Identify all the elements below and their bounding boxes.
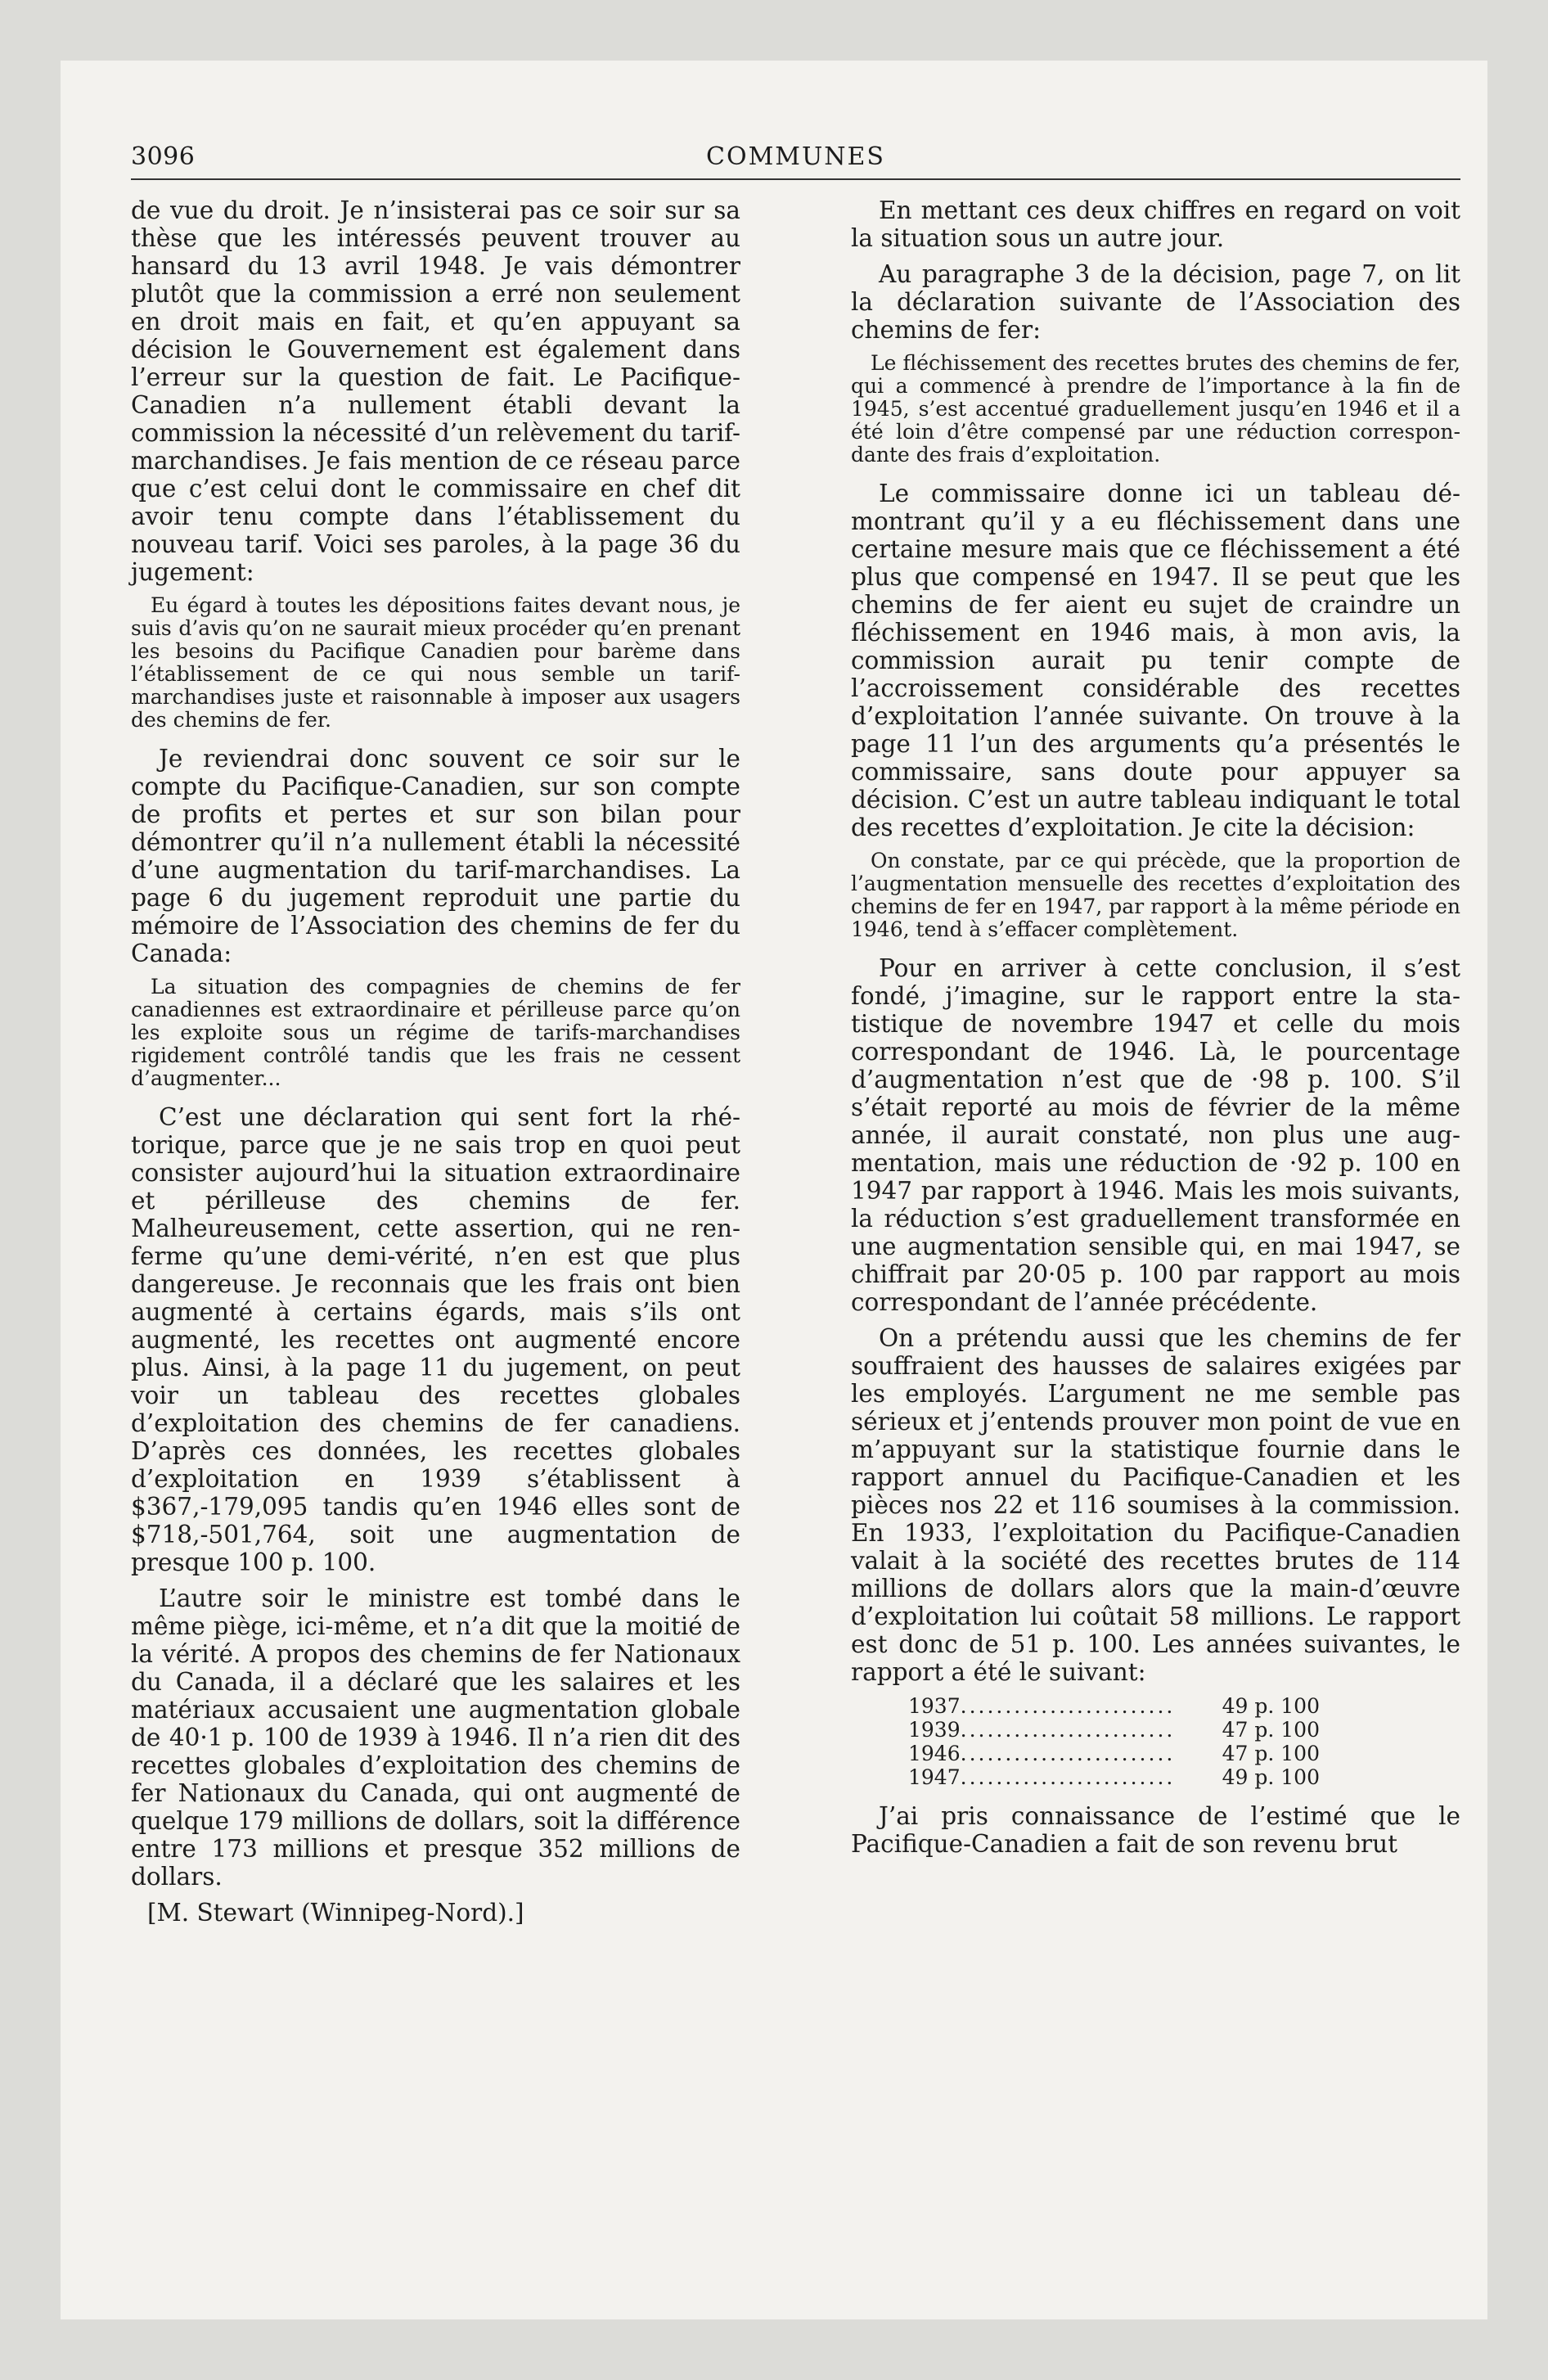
page-number: 3096 xyxy=(131,142,196,171)
text-columns xyxy=(131,196,1460,1935)
table-leader-dots: ........................ xyxy=(960,1765,1176,1789)
paragraph: C’est une déclaration qui sent fort la rhétorique, parce que je ne sais trop en quoi peut consister aujourd’hui la situation extraordinaire et périlleuse des chemins de fer. Malheureusement, cette assertion, qui ne renferme qu’une demi-vérité, n’en est que plus dangereuse. Je reconnais que les frais ont bien augmenté à certains égards, mais s’ils ont augmenté, les recettes ont augmenté encore plus. Ainsi, à la page 11 du jugement, on peut voir un tableau des recettes globales d’exploitation des chemins de fer canadiens. D’après ces données, les recettes globales d’exploitation en 1939 s’établissent à $367,-179,095 tandis qu’en 1946 elles sont de $718,-501,764, soit une augmentation de presque 100 p. 100. xyxy=(131,1103,740,1576)
table-cell-value: 49 p. 100 xyxy=(1222,1694,1320,1718)
speaker-attribution: [M. Stewart (Winnipeg-Nord).] xyxy=(147,1899,524,1927)
left-column xyxy=(131,196,740,1935)
table-leader-dots: ........................ xyxy=(960,1718,1176,1742)
paragraph: Pour en arriver à cette conclusion, il s’est fondé, j’imagine, sur le rapport entre la statistique de novembre 1947 et celle du mois correspondant de 1946. Là, le pourcentage d’augmentation n’est que de ·98 p. 100. S’il s’était reporté au mois de février de la même année, il aurait constaté, non plus une augmentation, mais une réduction de ·92 p. 100 en 1947 par rapport à 1946. Mais les mois suivants, la réduction s’est graduellement transformée en une augmentation sensible qui, en mai 1947, se chiffrait par 20·05 p. 100 par rapport au mois correspondant de l’année précédente. xyxy=(851,954,1460,1316)
page xyxy=(131,142,1460,1935)
block-quote: Eu égard à toutes les dépositions faites devant nous, je suis d’avis qu’on ne saurait mieux procéder qu’en prenant les besoins du Pacifique Canadien pour barème dans l’établissement de ce qui nous semble un tarif-marchandises juste et raisonnable à imposer aux usagers des chemins de fer. xyxy=(131,593,740,732)
page-sheet xyxy=(61,61,1487,2319)
paragraph: L’autre soir le ministre est tombé dans le même piège, ici-même, et n’a dit que la moitié de la vérité. A propos des chemins de fer Nationaux du Canada, il a déclaré que les salaires et les matériaux accusaient une augmentation globale de 40·1 p. 100 de 1939 à 1946. Il n’a rien dit des recettes globales d’exploitation des chemins de fer Nationaux du Canada, qui ont augmenté de quelque 179 millions de dollars, soit la différence entre 173 millions et presque 352 millions de dollars. xyxy=(131,1584,740,1891)
table-cell-value: 49 p. 100 xyxy=(1222,1765,1320,1789)
table-cell-value: 47 p. 100 xyxy=(1222,1742,1320,1765)
paragraph: On a prétendu aussi que les chemins de fer souffraient des hausses de salaires exigées par les employés. L’argument ne me semble pas sérieux et j’entends prouver mon point de vue en m’appuyant sur la statistique fournie dans le rapport annuel du Pacifique-Canadien et les pièces nos 22 et 116 soumises à la commission. En 1933, l’exploitation du Pacifique-Canadien valait à la société des recettes brutes de 114 millions de dollars alors que la main-d’œuvre d’exploitation lui coûtait 58 millions. Le rapport est donc de 51 p. 100. Les années suivantes, le rapport a été le suivant: xyxy=(851,1324,1460,1686)
paragraph: de vue du droit. Je n’insisterai pas ce soir sur sa thèse que les intéressés peuvent trouver au hansard du 13 avril 1948. Je vais démontrer plutôt que la commission a erré non seulement en droit mais en fait, et qu’en appuyant sa décision le Gouvernement est également dans l’erreur sur la question de fait. Le Pacifique-Canadien n’a nullement établi devant la commission la nécessité d’un relèvement du tarif-marchandises. Je fais mention de ce réseau parce que c’est celui dont le commissaire en chef dit avoir tenu compte dans l’établissement du nouveau tarif. Voici ses paroles, à la page 36 du jugement: xyxy=(131,196,740,586)
paragraph: Au paragraphe 3 de la décision, page 7, on lit la déclaration suivante de l’Association des chemins de fer: xyxy=(851,260,1460,344)
block-quote: On constate, par ce qui précède, que la proportion de l’augmentation mensuelle des recettes d’exploitation des chemins de fer en 1947, par rapport à la même période en 1946, tend à s’effacer complètement. xyxy=(851,849,1460,941)
right-column xyxy=(851,196,1460,1935)
block-quote: La situation des compagnies de chemins de fer canadiennes est extraordinaire et périlleuse parce qu’on les exploite sous un régime de tarifs-marchandises rigidement contrôlé tandis que les frais ne cessent d’augmenter... xyxy=(131,975,740,1090)
paragraph: Je reviendrai donc souvent ce soir sur le compte du Pacifique-Canadien, sur son compte de profits et pertes et sur son bilan pour démontrer qu’il n’a nullement établi la nécessité d’une augmentation du tarif-marchandises. La page 6 du jugement reproduit une partie du mémoire de l’Association des chemins de fer du Canada: xyxy=(131,745,740,967)
table-row xyxy=(908,1694,1320,1718)
table-cell-year: 1947 xyxy=(908,1765,961,1789)
block-quote: Le fléchissement des recettes brutes des chemins de fer, qui a commencé à prendre de l’importance à la fin de 1945, s’est accentué graduellement jusqu’en 1946 et il a été loin d’être compensé par une réduction correspondante des frais d’exploitation. xyxy=(851,351,1460,467)
table-row xyxy=(908,1742,1320,1765)
table-cell-year: 1937 xyxy=(908,1694,961,1718)
table-cell-value: 47 p. 100 xyxy=(1222,1718,1320,1742)
table-row xyxy=(908,1718,1320,1742)
table-leader-dots: ........................ xyxy=(960,1694,1176,1718)
table-cell-year: 1946 xyxy=(908,1742,961,1765)
section-title: COMMUNES xyxy=(706,142,885,171)
ratio-table xyxy=(908,1694,1320,1789)
table-leader-dots: ........................ xyxy=(960,1742,1176,1765)
table-row xyxy=(908,1765,1320,1789)
table-cell-year: 1939 xyxy=(908,1718,961,1742)
paragraph: J’ai pris connaissance de l’estimé que le Pacifique-Canadien a fait de son revenu brut xyxy=(851,1802,1460,1858)
paragraph: En mettant ces deux chiffres en regard on voit la situation sous un autre jour. xyxy=(851,196,1460,252)
paragraph: Le commissaire donne ici un tableau démontrant qu’il y a eu fléchissement dans une certaine mesure mais que ce fléchissement a été plus que compensé en 1947. Il se peut que les chemins de fer aient eu sujet de craindre un fléchissement en 1946 mais, à mon avis, la commission aurait pu tenir compte de l’accroissement considérable des recettes d’exploitation l’année suivante. On trouve à la page 11 l’un des arguments qu’a présentés le commissaire, sans doute pour appuyer sa décision. C’est un autre tableau indiquant le total des recettes d’exploitation. Je cite la décision: xyxy=(851,480,1460,841)
running-head xyxy=(131,142,1460,180)
